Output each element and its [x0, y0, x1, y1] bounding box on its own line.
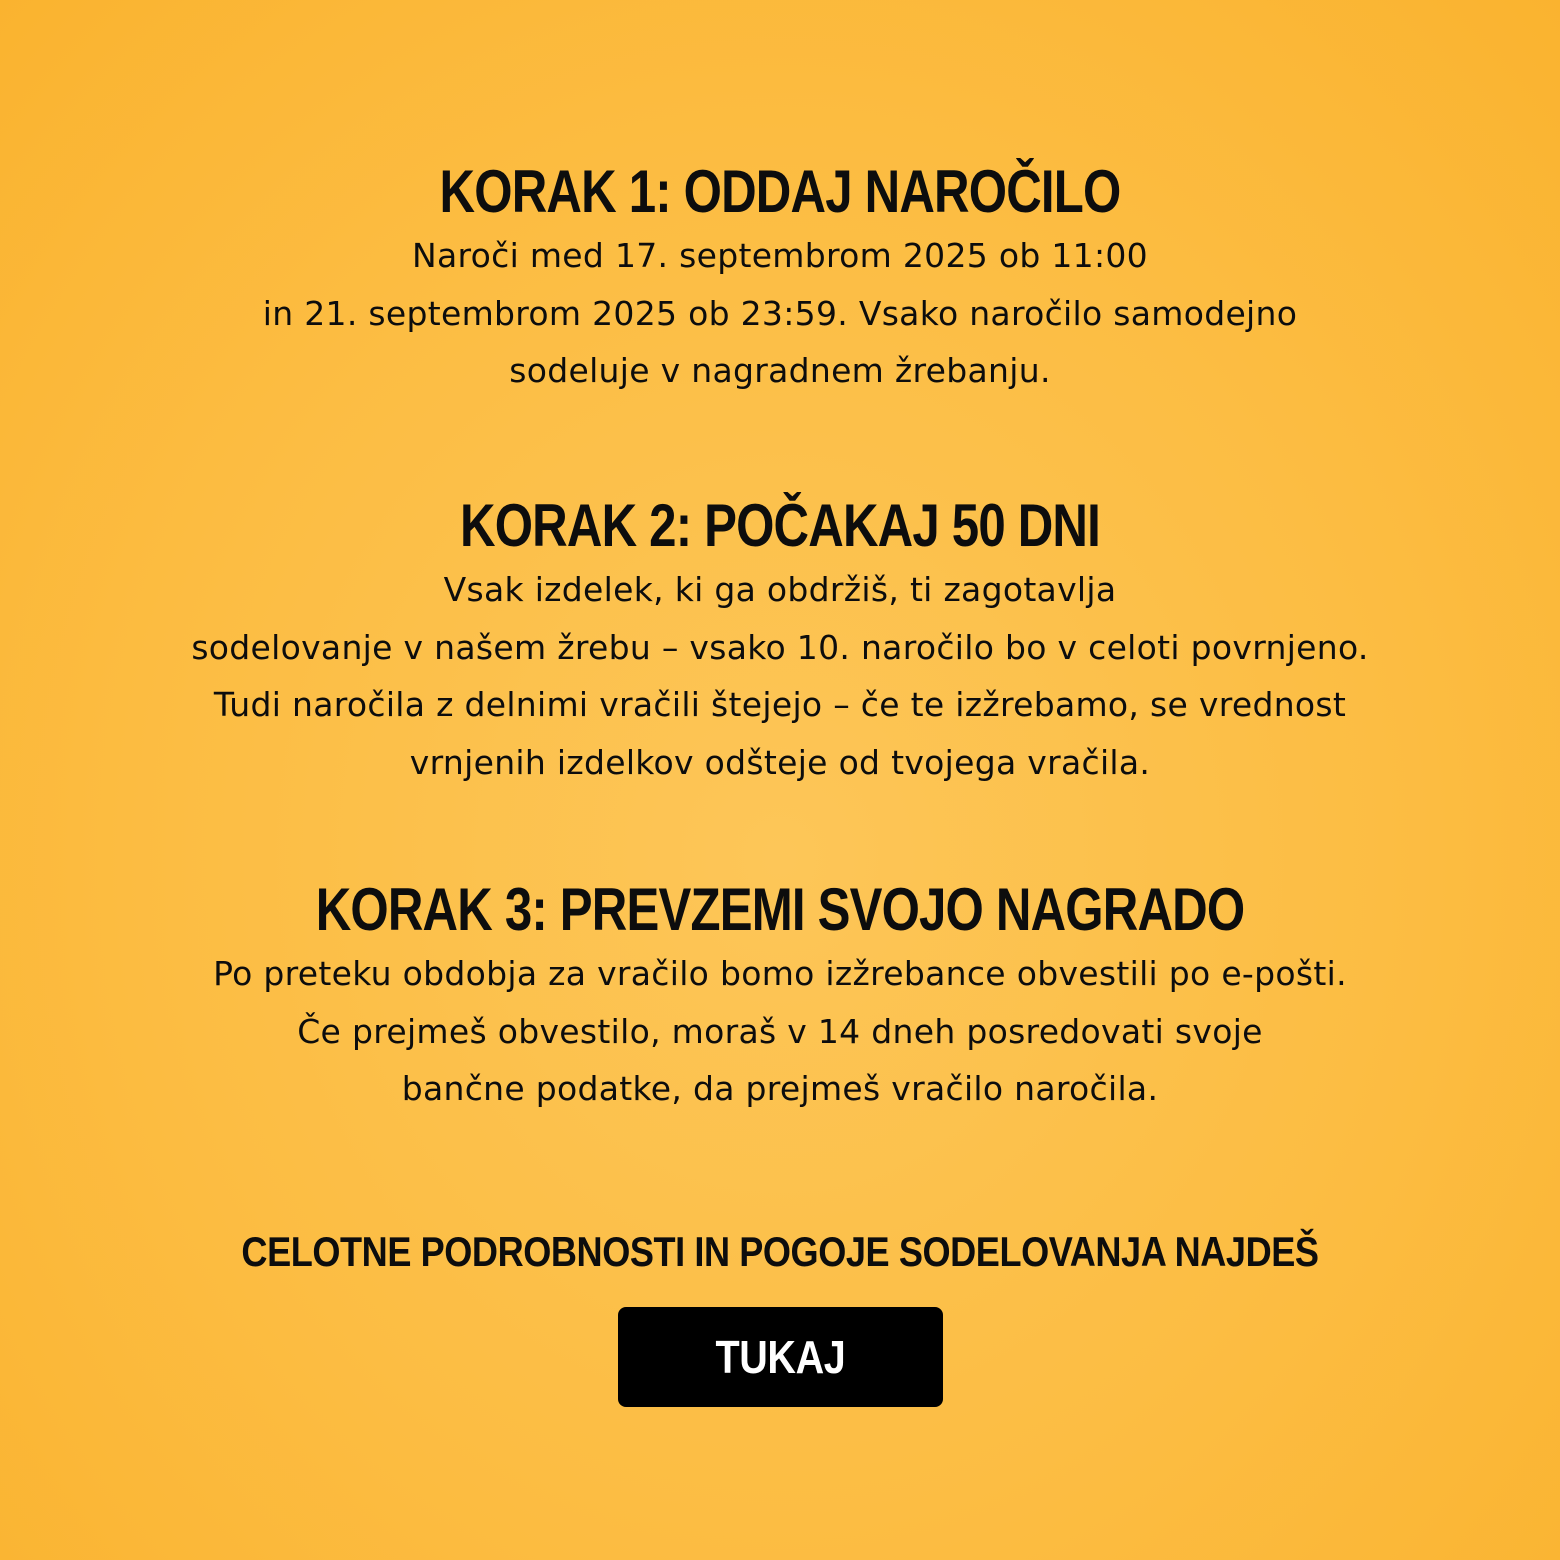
step-1-line: Naroči med 17. septembrom 2025 ob 11:00	[412, 236, 1148, 275]
step-2-title: KORAK 2: POČAKAJ 50 DNI	[460, 492, 1100, 559]
details-link-label: TUKAJ	[715, 1331, 846, 1383]
step-2	[0, 491, 1560, 791]
step-3-description	[0, 945, 1560, 1118]
step-1-line: sodeluje v nagradnem žrebanju.	[509, 351, 1051, 390]
step-3-line: Po preteku obdobja za vračilo bomo izžrebance obvestili po e-pošti.	[213, 954, 1347, 993]
step-1-title: KORAK 1: ODDAJ NAROČILO	[439, 158, 1121, 225]
details-heading: CELOTNE PODROBNOSTI IN POGOJE SODELOVANJA NAJDEŠ	[241, 1228, 1319, 1275]
step-2-line: vrnjenih izdelkov odšteje od tvojega vračila.	[409, 742, 1151, 782]
step-1-description	[0, 227, 1560, 400]
step-3	[0, 875, 1560, 1118]
step-3-line: bančne podatke, da prejmeš vračilo naročila.	[401, 1069, 1159, 1108]
step-1-line: in 21. septembrom 2025 ob 23:59. Vsako naročilo samodejno	[262, 293, 1298, 333]
step-1	[0, 157, 1560, 400]
details-link-button[interactable]	[618, 1307, 943, 1407]
step-2-line: Tudi naročila z delnimi vračili štejejo – če te izžrebamo, se vrednost	[213, 685, 1347, 724]
step-2-line: Vsak izdelek, ki ga obdržiš, ti zagotavlja	[443, 570, 1117, 609]
step-2-description	[0, 561, 1560, 791]
step-3-line: Če prejmeš obvestilo, moraš v 14 dneh posredovati svoje	[297, 1011, 1263, 1051]
step-2-line: sodelovanje v našem žrebu – vsako 10. naročilo bo v celoti povrnjeno.	[191, 627, 1369, 667]
step-3-title: KORAK 3: PREVZEMI SVOJO NAGRADO	[315, 876, 1245, 943]
